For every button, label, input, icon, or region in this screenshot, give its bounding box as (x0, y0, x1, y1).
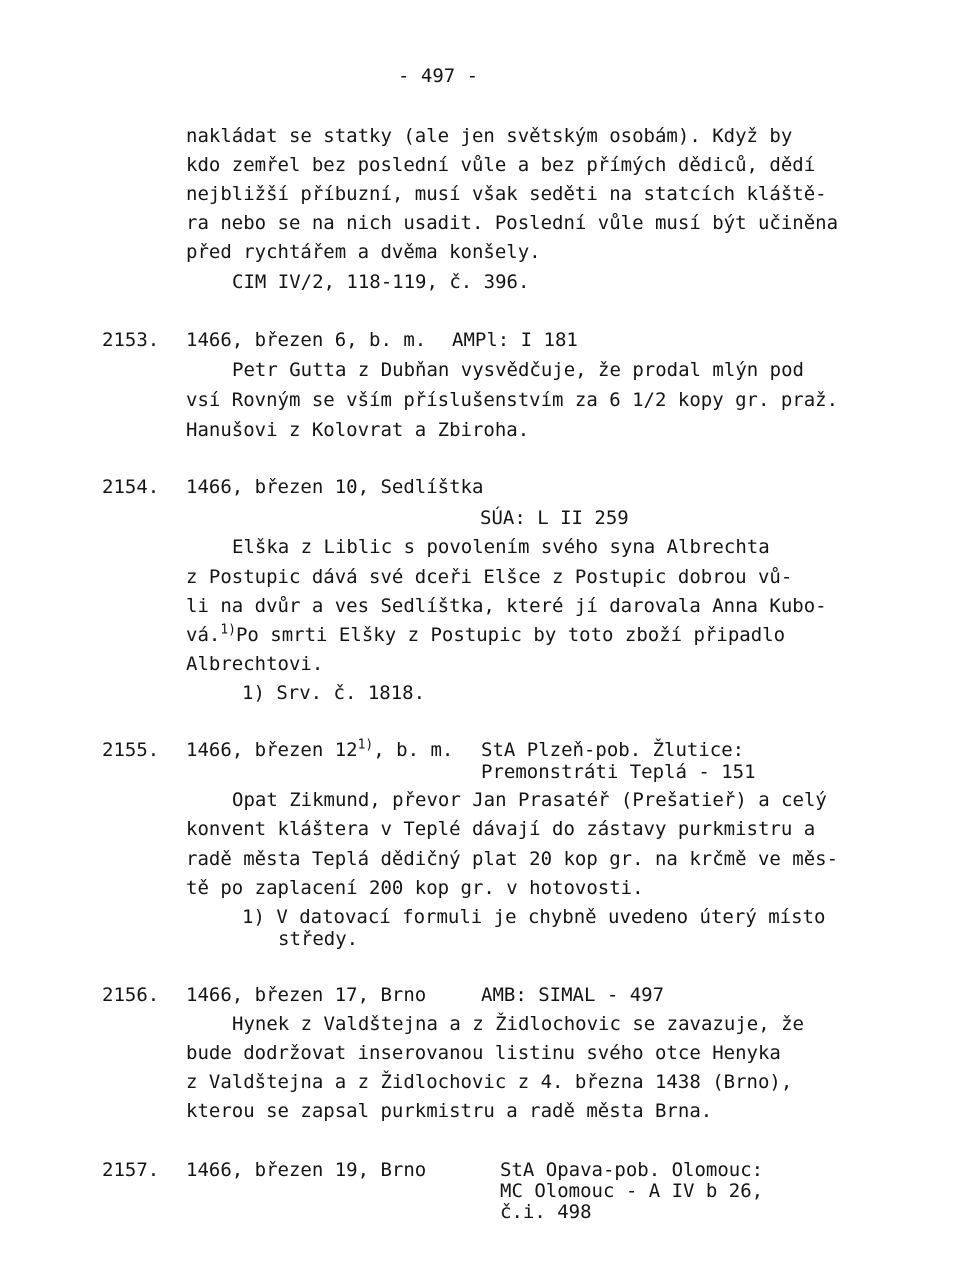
entry-footnote: 1) Srv. č. 1818. (242, 682, 426, 704)
entry-date-part: , b. m. (373, 739, 454, 761)
entry-footnote: 1) V datovací formuli je chybně uvedeno úterý místo (242, 906, 826, 928)
intro-line: ra nebo se na nich usadit. Poslední vůle musí být učiněna (186, 212, 839, 234)
intro-line: kdo zemřel bez poslední vůle a bez přímých dědiců, dědí (186, 154, 816, 176)
entry-text-line: z Valdštejna a z Židlochovic z 4. března 1438 (Brno), (186, 1071, 793, 1093)
entry-text-part: vá. (186, 624, 221, 646)
entry-text-line: z Postupic dává své dceři Elšce z Postupic dobrou vů- (186, 566, 793, 588)
entry-date-part: 1466, březen 12 (186, 739, 358, 761)
entry-archive: MC Olomouc - A IV b 26, (500, 1180, 764, 1202)
entry-number: 2156. (102, 984, 160, 1006)
entry-text-line: bude dodržovat inserovanou listinu svého otce Henyka (186, 1042, 781, 1064)
footnote-marker: 1) (220, 622, 236, 638)
entry-archive: č.i. 498 (500, 1201, 592, 1223)
page-number: - 497 - (398, 65, 479, 87)
entry-number: 2154. (102, 476, 160, 498)
entry-archive: AMB: SIMAL - 497 (481, 984, 665, 1006)
entry-number: 2155. (102, 739, 160, 761)
entry-archive: StA Opava-pob. Olomouc: (500, 1159, 764, 1181)
entry-text-line: tě po zaplacení 200 kop gr. v hotovosti. (186, 877, 644, 899)
entry-text-line: Albrechtovi. (186, 653, 324, 675)
intro-line: nejbližší příbuzní, musí však seděti na statcích kláště- (186, 183, 827, 205)
entry-text-part: Po smrti Elšky z Postupic by toto zboží připadlo (235, 624, 786, 646)
entry-number: 2157. (102, 1159, 160, 1181)
entry-text-line: Hanušovi z Kolovrat a Zbiroha. (186, 419, 530, 441)
entry-text-line: konvent kláštera v Teplé dávají do zástavy purkmistru a (186, 818, 816, 840)
entry-text-line: Hynek z Valdštejna a z Židlochovic se zavazuje, že (232, 1013, 804, 1035)
entry-text-line: li na dvůr a ves Sedlíštka, které jí darovala Anna Kubo- (186, 595, 827, 617)
entry-archive: AMPl: I 181 (452, 329, 578, 351)
footnote-marker: 1) (357, 737, 374, 753)
entry-text-line: kterou se zapsal purkmistru a radě města Brna. (186, 1100, 713, 1122)
entry-number: 2153. (102, 329, 160, 351)
entry-date: 1466, březen 10, Sedlíštka (186, 476, 484, 498)
entry-date: 1466, březen 17, Brno (186, 984, 427, 1006)
intro-line: před rychtářem a dvěma konšely. (186, 241, 541, 263)
entry-text-line: vsí Rovným se vším příslušenstvím za 6 1/2 kopy gr. praž. (186, 389, 839, 411)
entry-archive: Premonstráti Teplá - 151 (481, 761, 756, 783)
entry-date (186, 738, 453, 762)
entry-text-line: Petr Gutta z Dubňan vysvědčuje, že prodal mlýn pod (232, 359, 804, 381)
entry-text-line: Elška z Liblic s povolením svého syna Albrechta (232, 536, 770, 558)
entry-text-line: radě města Teplá dědičný plat 20 kop gr. na krčmě ve měs- (186, 848, 839, 870)
entry-archive: SÚA: L II 259 (480, 507, 629, 529)
entry-date: 1466, březen 19, Brno (186, 1159, 427, 1181)
entry-footnote: středy. (278, 928, 359, 950)
entry-archive: StA Plzeň-pob. Žlutice: (481, 739, 745, 761)
intro-line: nakládat se statky (ale jen světským osobám). Když by (186, 125, 793, 147)
entry-text-line (186, 623, 785, 647)
entry-text-line: Opat Zikmund, převor Jan Prasatéř (Prešatieř) a celý (232, 789, 827, 811)
entry-date: 1466, březen 6, b. m. (186, 329, 427, 351)
intro-reference: CIM IV/2, 118-119, č. 396. (232, 271, 530, 293)
